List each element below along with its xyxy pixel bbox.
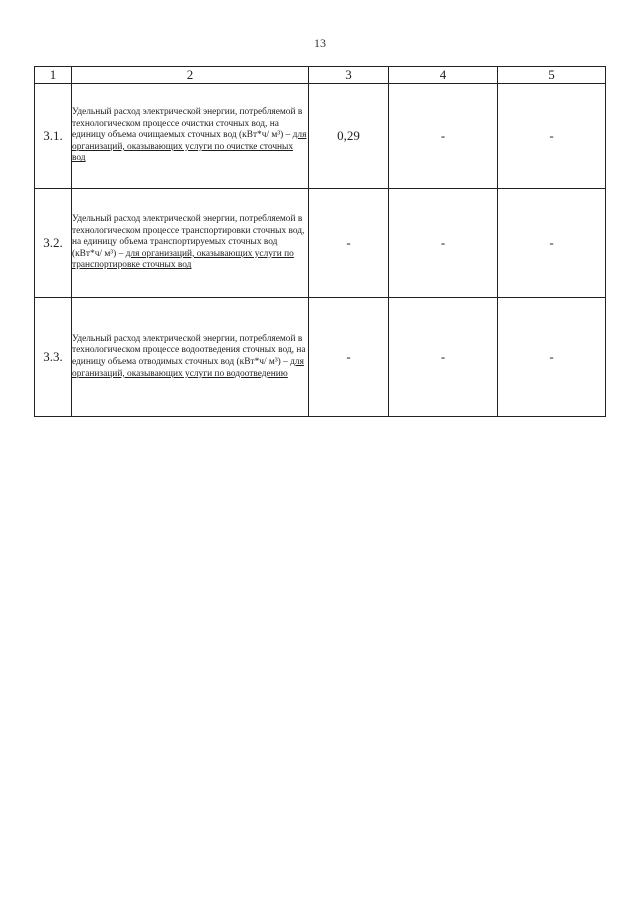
row-number: 3.3. [35, 298, 72, 417]
description-underlined-text: для организаций, оказывающих услуги по водоотведению [72, 357, 304, 379]
table-row [35, 189, 606, 298]
header-col-1: 1 [35, 67, 72, 84]
value-col-5: - [498, 84, 606, 189]
value-col-5: - [498, 189, 606, 298]
table-row [35, 84, 606, 189]
header-col-2: 2 [72, 67, 309, 84]
table-row [35, 298, 606, 417]
row-description [72, 189, 309, 298]
description-text: Удельный расход электрической энергии, потребляемой в технологическом процессе очистки сточных вод, на единицу объема очищаемых сточных вод (кВт*ч/ м³) – [72, 107, 303, 141]
row-number: 3.2. [35, 189, 72, 298]
indicators-table [34, 66, 606, 417]
header-col-3: 3 [309, 67, 389, 84]
description-text: Удельный расход электрической энергии, потребляемой в технологическом процессе транспортировки сточных вод, на единицу объема транспортируемых сточных вод (кВт*ч/ м³) – [72, 214, 305, 259]
description-underlined-text: для организаций, оказывающих услуги по транспортировке сточных вод [72, 248, 294, 271]
value-col-4: - [389, 189, 498, 298]
row-description [72, 298, 309, 417]
value-col-4: - [389, 84, 498, 189]
header-col-5: 5 [498, 67, 606, 84]
header-col-4: 4 [389, 67, 498, 84]
page-number: 13 [314, 36, 326, 50]
row-description [72, 84, 309, 189]
value-col-3: - [309, 189, 389, 298]
description-underlined-text: для организаций, оказывающих услуги по очистке сточных вод [72, 130, 307, 164]
row-number: 3.1. [35, 84, 72, 189]
description-text: Удельный расход электрической энергии, потребляемой в технологическом процессе водоотведения сточных вод, на единицу объема отводимых сточных вод (кВт*ч/ м³) – [72, 333, 306, 367]
value-col-3: - [309, 298, 389, 417]
value-col-5: - [498, 298, 606, 417]
value-col-4: - [389, 298, 498, 417]
table-header-row [35, 67, 606, 84]
value-col-3: 0,29 [309, 84, 389, 189]
